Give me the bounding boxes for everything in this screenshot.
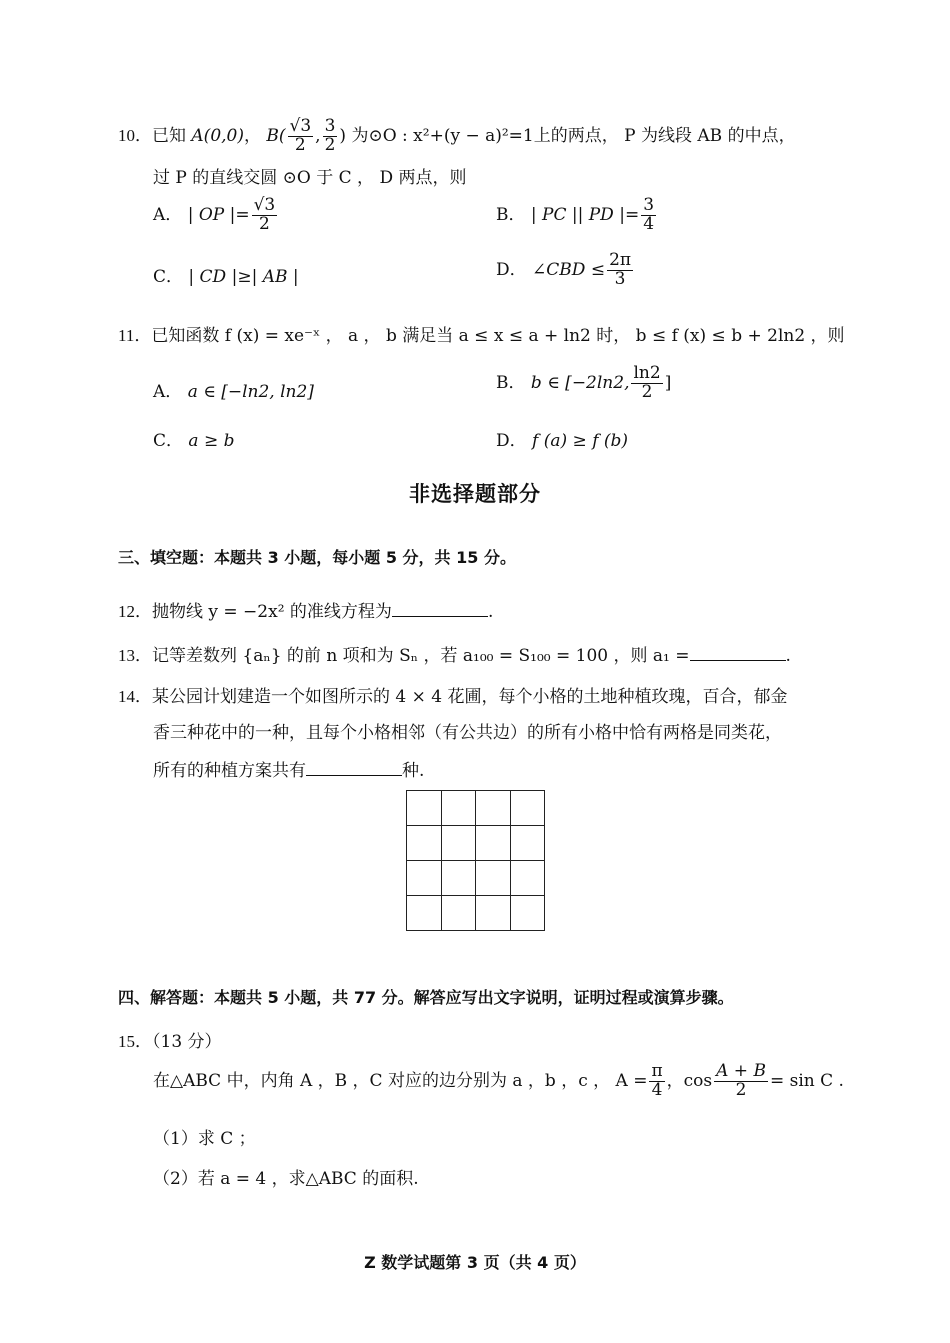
q14-line2: 香三种花中的一种，且每个小格相邻（有公共边）的所有小格中恰有两格是同类花， bbox=[153, 723, 782, 743]
q10-frac-b1 bbox=[288, 118, 314, 155]
part4-heading: 四、解答题：本题共 5 小题，共 77 分。解答应写出文字说明，证明过程或演算步骤。 bbox=[118, 988, 734, 1007]
q10-option-b-label: B． bbox=[496, 204, 526, 225]
q11-option-b-label: B． bbox=[496, 372, 526, 393]
q12-line bbox=[118, 597, 493, 622]
grid-cell bbox=[511, 896, 546, 931]
q10-line1: 10．已知 A(0,0)， B( $\frac{√3}{2}$ , $\frac{3}{2}$ ) 为⊙O : x²+(y − a)²=1上的两点， P 为线段 AB 的中点， bbox=[118, 116, 796, 155]
q14-answer-blank[interactable] bbox=[306, 758, 402, 776]
q10-option-a-num: √3 bbox=[253, 195, 276, 215]
q10-option-a-text: | OP |= bbox=[187, 204, 250, 225]
grid-cell bbox=[476, 896, 511, 931]
q10-frac-b2-num: 3 bbox=[324, 116, 336, 136]
flower-bed-grid bbox=[406, 790, 545, 931]
grid-cell bbox=[511, 791, 546, 826]
q11-option-b-den: 2 bbox=[641, 381, 653, 402]
grid-cell bbox=[442, 826, 477, 861]
q14-text-line3-post: 种. bbox=[402, 761, 425, 781]
q10-option-d bbox=[496, 252, 635, 289]
q10-text-a: 已知 bbox=[152, 125, 186, 146]
section-title: 非选择题部分 bbox=[409, 482, 541, 506]
q15-score: （13 分） bbox=[152, 1032, 222, 1052]
grid-cell bbox=[442, 861, 477, 896]
q10-midpoint-text: P 为线段 AB 的中点， bbox=[624, 125, 796, 146]
grid-cell bbox=[407, 896, 442, 931]
q11-text: 已知函数 f (x) = xe⁻ˣ ， a ， b 满足当 a ≤ x ≤ a + ln2 时， b ≤ f (x) ≤ b + 2ln2 ，则 bbox=[151, 326, 845, 346]
q15-statement bbox=[153, 1063, 844, 1100]
grid-cell bbox=[476, 861, 511, 896]
q15-frac-cos-den: 2 bbox=[735, 1079, 747, 1100]
q10-frac-b1-num: √3 bbox=[289, 116, 312, 136]
grid-cell bbox=[407, 861, 442, 896]
q10-option-a-label: A． bbox=[153, 204, 183, 225]
q15-sub1: （1）求 C ； bbox=[153, 1129, 256, 1149]
q11-option-c-text: a ≥ b bbox=[188, 431, 235, 451]
q10-frac-b2 bbox=[323, 118, 338, 155]
q13-number: 13． bbox=[118, 646, 152, 665]
grid-cell bbox=[407, 826, 442, 861]
q10-option-a bbox=[153, 197, 279, 234]
q10-frac-b1-den: 2 bbox=[294, 134, 306, 155]
q10-option-d-num: 2π bbox=[609, 250, 632, 270]
q12-text: 抛物线 y = −2x² 的准线方程为 bbox=[152, 602, 392, 622]
q15-number: 15． bbox=[118, 1032, 152, 1051]
q15-frac-cos-num: A + B bbox=[716, 1061, 766, 1081]
q11-option-b-text-pre: b ∈ [−2ln2, bbox=[530, 372, 630, 393]
q14-line3 bbox=[153, 756, 424, 781]
q10-option-b-text: | PC || PD |= bbox=[530, 204, 640, 225]
q15-text-mid: ，cos bbox=[666, 1070, 713, 1091]
q10-option-b-num: 3 bbox=[643, 195, 655, 215]
q11-option-d-label: D． bbox=[496, 431, 527, 451]
part3-heading: 三、填空题：本题共 3 小题，每小题 5 分，共 15 分。 bbox=[118, 548, 516, 567]
q10-line2: 过 P 的直线交圆 ⊙O 于 C ， D 两点，则 bbox=[153, 168, 467, 188]
q10-comma: ， bbox=[243, 125, 261, 146]
q14-line1 bbox=[118, 682, 788, 707]
q11-option-b-num: ln2 bbox=[633, 363, 661, 383]
page-footer: Z 数学试题第 3 页（共 4 页） bbox=[364, 1253, 586, 1272]
q11-option-d-text: f (a) ≥ f (b) bbox=[532, 431, 629, 451]
q15-frac-angle bbox=[649, 1063, 664, 1100]
q11-option-d bbox=[496, 426, 628, 451]
q10-number: 10． bbox=[118, 125, 152, 145]
q13-end: . bbox=[785, 646, 791, 666]
q10-point-a: A(0,0) bbox=[191, 125, 244, 146]
grid-cell bbox=[442, 791, 477, 826]
q11-option-a-text: a ∈ [−ln2, ln2] bbox=[187, 382, 314, 402]
q15-frac-angle-den: 4 bbox=[651, 1079, 663, 1100]
grid-cell bbox=[511, 861, 546, 896]
q11-number: 11． bbox=[118, 326, 152, 345]
q10-option-d-label: D． bbox=[496, 259, 527, 280]
q11-option-a bbox=[153, 377, 314, 402]
q10-frac-b2-den: 2 bbox=[324, 134, 336, 155]
q15-frac-angle-num: π bbox=[651, 1061, 663, 1081]
q11-option-b-frac bbox=[631, 365, 662, 402]
q10-option-d-den: 3 bbox=[614, 268, 626, 289]
q11-option-c-label: C． bbox=[153, 431, 184, 451]
grid-cell bbox=[476, 791, 511, 826]
q12-answer-blank[interactable] bbox=[392, 599, 488, 617]
q10-option-d-frac bbox=[607, 252, 633, 289]
q13-answer-blank[interactable] bbox=[690, 643, 786, 661]
q14-text-line1: 某公园计划建造一个如图所示的 4 × 4 花圃，每个小格的土地种植玫瑰，百合，郁金 bbox=[152, 687, 788, 707]
q10-option-d-text: ∠CBD ≤ bbox=[532, 259, 606, 280]
q10-option-b-frac bbox=[641, 197, 656, 234]
q11-option-a-label: A． bbox=[153, 382, 183, 402]
q10-point-b-pre: B( bbox=[266, 125, 286, 146]
q13-line bbox=[118, 641, 791, 666]
q14-number: 14． bbox=[118, 687, 152, 706]
q15-text-post: = sin C . bbox=[769, 1070, 844, 1091]
q13-text: 记等差数列 {aₙ} 的前 n 项和为 Sₙ ，若 a₁₀₀ = S₁₀₀ = 100 ，则 a₁ = bbox=[152, 646, 690, 666]
q11-option-c bbox=[153, 426, 235, 451]
grid-cell bbox=[476, 826, 511, 861]
q15-sub2: （2）若 a = 4 ，求△ABC 的面积. bbox=[153, 1169, 419, 1189]
q10-point-b-post: ) bbox=[339, 125, 347, 146]
q14-text-line3-pre: 所有的种植方案共有 bbox=[153, 761, 306, 781]
grid-cell bbox=[407, 791, 442, 826]
q10-option-c-text: | CD |≥| AB | bbox=[188, 267, 299, 287]
grid-cell bbox=[511, 826, 546, 861]
q10-option-b bbox=[496, 197, 658, 234]
q10-option-a-den: 2 bbox=[258, 213, 270, 234]
q11-line1 bbox=[118, 321, 845, 346]
q10-option-a-frac bbox=[252, 197, 278, 234]
q12-end: . bbox=[487, 602, 494, 622]
q11-option-b-text-post: ] bbox=[664, 372, 672, 393]
q11-option-b bbox=[496, 365, 671, 402]
q10-option-c-label: C． bbox=[153, 267, 184, 287]
q10-option-c bbox=[153, 262, 299, 287]
q12-number: 12． bbox=[118, 602, 152, 621]
q15-header bbox=[118, 1027, 222, 1052]
q10-circle-text: 为⊙O : x²+(y − a)²=1上的两点， bbox=[351, 125, 619, 146]
q10-option-b-den: 4 bbox=[643, 213, 655, 234]
grid-cell bbox=[442, 896, 477, 931]
q15-text-pre: 在△ABC 中，内角 A ，B ，C 对应的边分别为 a ，b ，c ， A = bbox=[153, 1070, 648, 1091]
q15-frac-cos bbox=[714, 1063, 768, 1100]
